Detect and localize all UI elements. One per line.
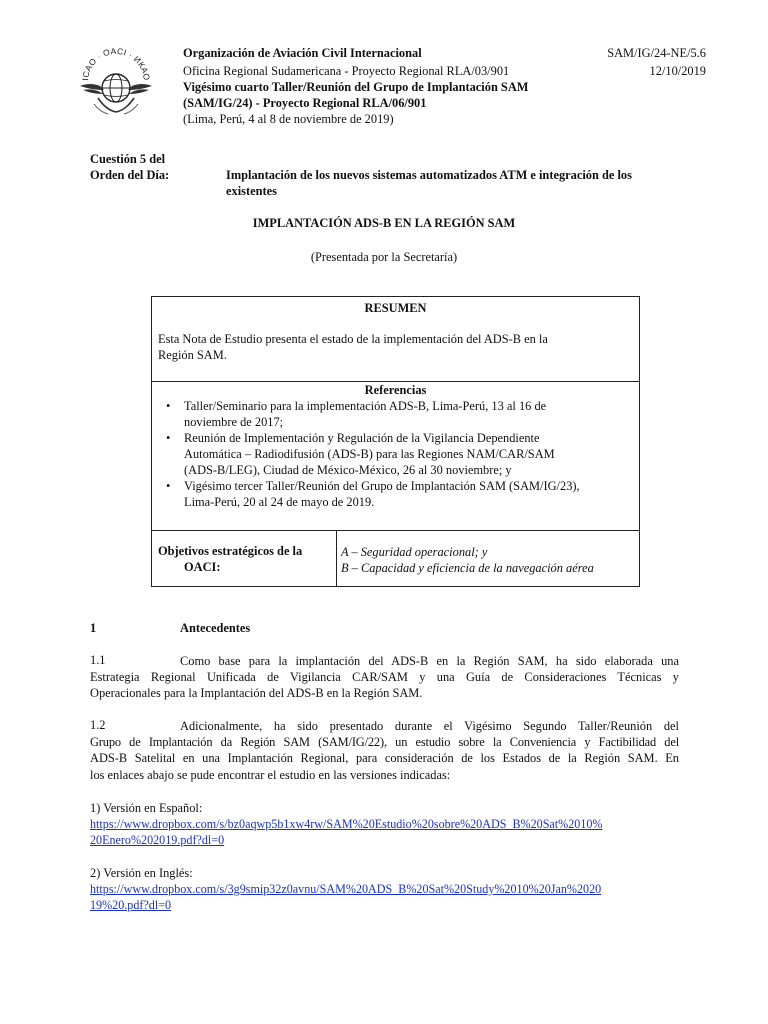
objectives-label-line2: OACI: [184, 560, 221, 574]
event-place: (Lima, Perú, 4 al 8 de noviembre de 2019) [183, 112, 394, 126]
reference-item: • Vigésimo tercer Taller/Reunión del Grupo de Implantación SAM (SAM/IG/23), Lima-Perú, 20 al 24 de mayo de 2019. [166, 479, 580, 509]
agenda-label-line1: Cuestión 5 del [90, 152, 166, 166]
summary-box [151, 296, 640, 382]
regional-office: Oficina Regional Sudamericana - Proyecto Regional RLA/03/901 [183, 64, 510, 78]
paragraph-number: 1.2 [90, 718, 106, 732]
bullet-icon: • [166, 479, 171, 493]
objectives-label-cell [152, 531, 337, 586]
presented-by: (Presentada por la Secretaría) [310, 250, 458, 264]
icao-logo [76, 42, 156, 122]
svg-text:ICAO · OACI · ИКАО [80, 46, 152, 81]
agenda-topic-line1: Implantación de los nuevos sistemas automatizados ATM e integración de los [226, 168, 632, 182]
summary-heading: RESUMEN [364, 301, 427, 315]
section-heading: Antecedentes [180, 621, 251, 635]
document-code: SAM/IG/24-NE/5.6 [607, 46, 706, 60]
reference-item: • Reunión de Implementación y Regulación de la Vigilancia Dependiente Automática – Radiodifusión (ADS-B) para las Regiones NAM/CAR/SAM (ADS-B/LEG), Ciudad de México-México, 26 al 30 noviembre; y [166, 431, 555, 477]
agenda-topic-line2: existentes [226, 184, 277, 198]
english-version-label: 2) Versión en Inglés: [90, 866, 193, 880]
event-title-line2: (SAM/IG/24) - Proyecto Regional RLA/06/901 [183, 96, 427, 110]
objectives-label-line1: Objetivos estratégicos de la [158, 544, 303, 558]
paragraph-number: 1.1 [90, 653, 106, 667]
english-version-link[interactable]: https://www.dropbox.com/s/3g9smip32z0avnu/SAM%20ADS_B%20Sat%20Study%2010%20Jan%2020 19%20.pdf?dl=0 [90, 882, 602, 912]
references-heading: Referencias [364, 383, 427, 397]
section-number: 1 [90, 621, 97, 635]
references-list [160, 398, 639, 510]
paper-title: IMPLANTACIÓN ADS-B EN LA REGIÓN SAM [252, 216, 516, 230]
spanish-version-label: 1) Versión en Español: [90, 801, 203, 815]
references-box [151, 381, 640, 531]
bullet-icon: • [166, 399, 171, 413]
objective-a: A – Seguridad operacional; y [341, 545, 488, 559]
objectives-box [151, 530, 640, 587]
spanish-version-link[interactable]: https://www.dropbox.com/s/bz0aqwp5b1xw4rw/SAM%20Estudio%20sobre%20ADS_B%20Sat%2010% 20Enero%202019.pdf?dl=0 [90, 817, 603, 847]
bullet-icon: • [166, 431, 171, 445]
paragraph-1-1: Como base para la implantación del ADS-B en la Región SAM, ha sido elaborada una Estrategia Regional Unificada de Vigilancia CAR/SAM y una Guía de Consideraciones Técnicas y Operacionales para la Implantación del ADS-B en la Región SAM. [90, 654, 679, 701]
summary-line1: Esta Nota de Estudio presenta el estado de la implementación del ADS-B en la [158, 332, 548, 346]
logo-lettering: ICAO · OACI · ИКАО [80, 45, 153, 82]
reference-item: • Taller/Seminario para la implementación ADS-B, Lima-Perú, 13 al 16 de noviembre de 2017; [166, 399, 547, 429]
objectives-value-cell [337, 531, 594, 586]
agenda-label-line2: Orden del Día: [90, 168, 170, 182]
organization-name: Organización de Aviación Civil Internacional [183, 46, 422, 60]
event-title-line1: Vigésimo cuarto Taller/Reunión del Grupo de Implantación SAM [183, 80, 529, 94]
document-date: 12/10/2019 [649, 64, 706, 78]
objective-b: B – Capacidad y eficiencia de la navegación aérea [341, 561, 594, 575]
summary-line2: Región SAM. [158, 348, 227, 362]
paragraph-1-2: Adicionalmente, ha sido presentado durante el Vigésimo Segundo Taller/Reunión del Grupo de Implantación da Región SAM (SAM/IG/22), un estudio sobre la Conveniencia y Factibilidad del ADS-B Satelital en una Implantación Regional, para consideración de los Estados de la Región SAM. En los enlaces abajo se pude encontrar el estudio en las versiones indicadas: [90, 719, 679, 782]
